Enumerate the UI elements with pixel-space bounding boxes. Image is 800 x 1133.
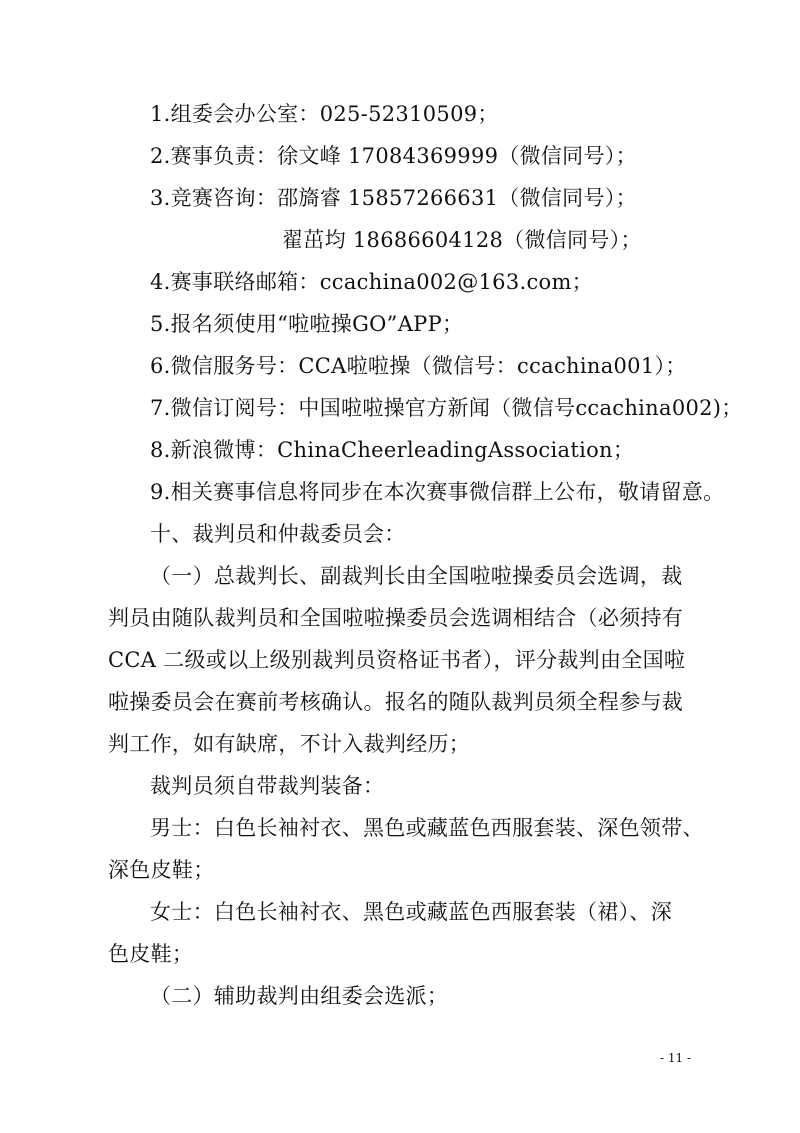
contact-item-notice: 9.相关赛事信息将同步在本次赛事微信群上公布，敬请留意。: [150, 480, 725, 504]
contact-item-wechat-subscription: 7.微信订阅号：中国啦啦操官方新闻（微信号ccachina002)；: [150, 396, 743, 420]
contact-item-event-lead: 2.赛事负责：徐文峰 17084369999（微信同号）；: [150, 144, 637, 168]
contact-item-wechat-service: 6.微信服务号：CCA啦啦操（微信号：ccachina001）；: [150, 354, 687, 378]
page-number: - 11 -: [660, 1051, 692, 1065]
paragraph-1-line: （一）总裁判长、副裁判长由全国啦啦操委员会选调，裁: [150, 564, 683, 588]
paragraph-1-line: 判员由随队裁判员和全国啦啦操委员会选调相结合（必须持有: [108, 606, 684, 630]
female-attire-line: 色皮鞋；: [108, 942, 194, 966]
male-attire-line: 男士：白色长袖衬衣、黑色或藏蓝色西服套装、深色领带、: [150, 816, 704, 840]
paragraph-2: （二）辅助裁判由组委会选派；: [150, 984, 449, 1008]
paragraph-1-line: 啦操委员会在赛前考核确认。报名的随队裁判员须全程参与裁: [108, 690, 684, 714]
contact-item-consult-1: 3.竞赛咨询：邵旖睿 15857266631（微信同号）；: [150, 186, 637, 210]
paragraph-1-line: 判工作，如有缺席，不计入裁判经历；: [108, 732, 471, 756]
section-heading: 十、裁判员和仲裁委员会：: [150, 522, 406, 546]
contact-item-weibo: 8.新浪微博：ChinaCheerleadingAssociation；: [150, 438, 635, 462]
contact-item-office: 1.组委会办公室：025-52310509；: [150, 102, 499, 126]
equipment-intro: 裁判员须自带裁判装备：: [150, 774, 385, 798]
female-attire-line: 女士：白色长袖衬衣、黑色或藏蓝色西服套装（裙）、深: [150, 900, 672, 924]
paragraph-1-line: CCA 二级或以上级别裁判员资格证书者），评分裁判由全国啦: [108, 648, 686, 672]
contact-item-email: 4.赛事联络邮箱：ccachina002@163.com；: [150, 270, 593, 294]
contact-item-consult-2: 翟茁均 18686604128（微信同号）；: [282, 228, 642, 252]
contact-item-app: 5.报名须使用“啦啦操GO”APP；: [150, 312, 464, 336]
male-attire-line: 深色皮鞋；: [108, 858, 215, 882]
